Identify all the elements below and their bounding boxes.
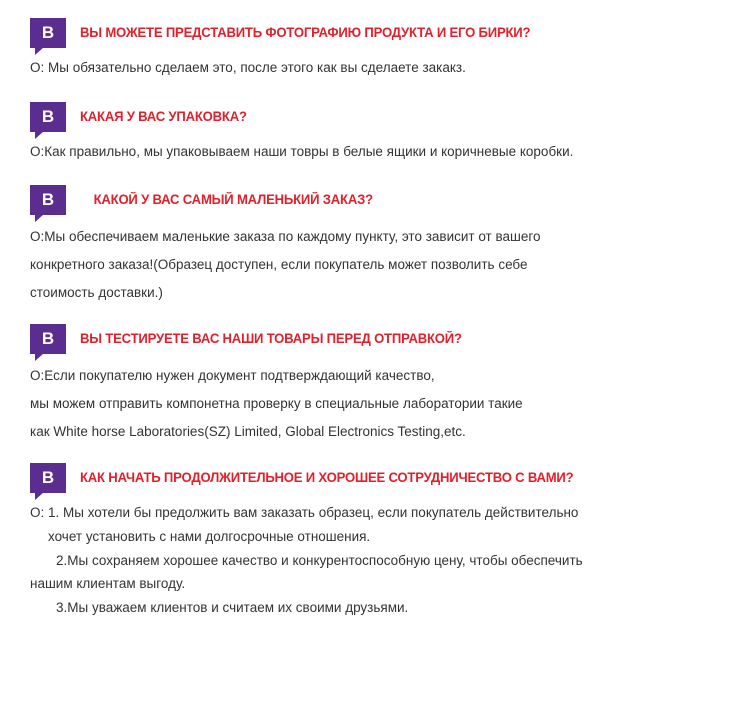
faq-question-row — [30, 324, 720, 354]
faq-question-text: ВЫ ТЕСТИРУЕТЕ ВАС НАШИ ТОВАРЫ ПЕРЕД ОТПРАВКОЙ? — [80, 331, 462, 347]
faq-spacer — [30, 80, 720, 98]
faq-answer-line: как White horse Laboratories(SZ) Limited, Global Electronics Testing,etc. — [30, 423, 466, 439]
question-badge-icon: B — [30, 324, 66, 354]
faq-answer-line: О:Если покупателю нужен документ подтверждающий качество, — [30, 368, 435, 384]
question-badge-icon: B — [30, 185, 66, 215]
faq-answer — [30, 501, 720, 619]
faq-answer — [30, 140, 720, 164]
question-badge-icon: B — [30, 463, 66, 493]
faq-answer — [30, 56, 720, 80]
faq-item — [30, 18, 720, 98]
faq-item — [30, 324, 720, 459]
faq-answer-line: нашим клиентам выгоду. — [30, 576, 186, 592]
faq-spacer — [30, 445, 720, 459]
faq-spacer — [30, 306, 720, 320]
faq-answer — [30, 362, 720, 445]
faq-answer-line: конкретного заказа!(Образец доступен, если покупатель может позволить себе — [30, 256, 528, 272]
faq-answer-line: 2.Мы сохраняем хорошее качество и конкурентоспособную цену, чтобы обеспечить — [56, 552, 583, 568]
faq-spacer — [30, 163, 720, 181]
faq-item — [30, 102, 720, 182]
faq-spacer — [30, 619, 720, 633]
faq-question-text: КАК НАЧАТЬ ПРОДОЛЖИТЕЛЬНОЕ И ХОРОШЕЕ СОТРУДНИЧЕСТВО С ВАМИ? — [80, 470, 574, 486]
faq-answer-line: стоимость доставки.) — [30, 284, 163, 300]
faq-question-row — [30, 463, 720, 493]
faq-question-row — [30, 102, 720, 132]
faq-answer-line: хочет установить с нами долгосрочные отношения. — [48, 528, 371, 544]
faq-question-row — [30, 185, 720, 215]
faq-answer-line: 3.Мы уважаем клиентов и считаем их своими друзьями. — [56, 599, 409, 615]
faq-answer — [30, 223, 720, 306]
faq-answer-line: О:Мы обеспечиваем маленькие заказа по каждому пункту, это зависит от вашего — [30, 229, 541, 245]
question-badge-icon: B — [30, 102, 66, 132]
faq-question-row — [30, 18, 720, 48]
faq-item — [30, 185, 720, 320]
faq-answer-line: О:Как правильно, мы упаковываем наши товры в белые ящики и коричневые коробки. — [30, 143, 574, 159]
question-badge-icon: B — [30, 18, 66, 48]
faq-question-text: ВЫ МОЖЕТЕ ПРЕДСТАВИТЬ ФОТОГРАФИЮ ПРОДУКТА И ЕГО БИРКИ? — [80, 25, 531, 40]
faq-answer-line: О: Мы обязательно сделаем это, после этого как вы сделаете закакз. — [30, 60, 466, 75]
faq-question-text: КАКАЯ У ВАС УПАКОВКА? — [80, 108, 247, 124]
faq-list — [30, 18, 720, 633]
faq-answer-line: О: 1. Мы хотели бы предолжить вам заказать образец, если покупатель действительно — [30, 505, 579, 521]
faq-answer-line: мы можем отправить компонетна проверку в специальные лаборатории такие — [30, 395, 523, 411]
faq-question-text: КАКОЙ У ВАС САМЫЙ МАЛЕНЬКИЙ ЗАКАЗ? — [93, 192, 373, 208]
faq-item — [30, 463, 720, 633]
